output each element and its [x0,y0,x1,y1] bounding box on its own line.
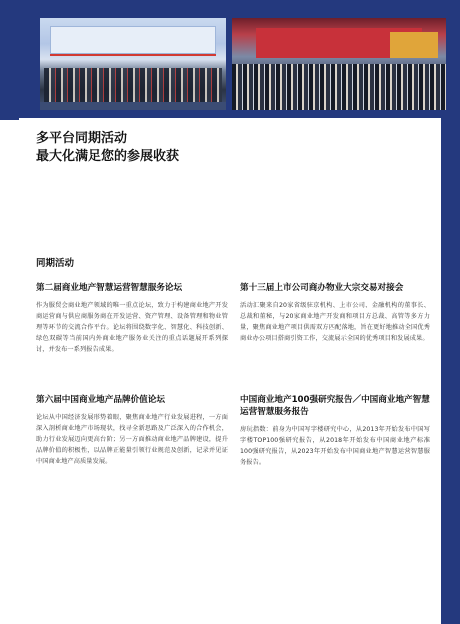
stage-floor [40,102,226,110]
activity-text: 房玩指数：前身为中国写字楼研究中心，从2013年开始发布中国写字楼TOP100强研究报告，从2018年开始发布中国商业地产标准100强研究报告，从2023年开始发布中国商业地产智慧运营智慧服务报告。 [240,426,430,466]
content-panel [19,118,441,624]
activity-text: 作为服贸会商业地产领域的唯一重点论坛，致力于构建商业地产开发商运营商与供应商服务商在开发运营、资产管理、设备管理和物业管理等环节的交流合作平台。论坛将围绕数字化、智慧化、科技创新、绿色双碳等当前国内外商业地产服务业关注的重点话题展开系列探讨，并发布一系列报告成果。 [36,302,228,353]
audience-crowd [232,64,446,110]
banner-red-stripe [50,54,216,56]
page-headline [36,130,336,166]
activity-item [36,394,228,467]
activity-title: 第六届中国商业地产品牌价值论坛 [36,395,165,405]
headline-line-2: 最大化满足您的参展收获 [36,149,180,164]
activity-title: 第十三届上市公司商办物业大宗交易对接会 [240,283,404,293]
conference-audience-photo [232,18,446,110]
activity-title: 第二届商业地产智慧运营智慧服务论坛 [36,283,183,293]
stage-banner [50,26,216,54]
speakers-group [44,68,222,104]
activity-item [240,282,430,344]
activity-text: 活动汇聚来自20家省级驻京机构、上市公司、金融机构的董事长、总裁和董秘，与20家商业地产开发商和项目方总裁、高管等多方力量，聚焦商业地产项目供需双方匹配落地，旨在更好地推动全国优秀商业办公项目搭商引资工作，交流展示全国的优秀项目和发展成果。 [240,302,430,342]
activity-item [36,282,228,355]
headline-line-1: 多平台同期活动 [36,131,128,146]
activity-title: 中国商业地产100强研究报告／中国商业地产智慧运营智慧服务报告 [240,395,430,417]
forum-stage-photo [40,18,226,110]
activity-text: 论坛从中国经济发展形势着眼，聚焦商业地产行业发展进程，一方面深入剖析商业地产市场现状，找寻全新思路及广泛深入的合作机会，助力行业发展迈向更高台阶；另一方面推动商业地产品牌建设，提升品牌价值的积极性，以品牌正能量引领行业规范及创新，记录并见证中国商业地产高质量发展。 [36,414,228,465]
section-label: 同期活动 [36,258,75,269]
activity-item [240,394,430,468]
stage-screen [390,32,438,58]
